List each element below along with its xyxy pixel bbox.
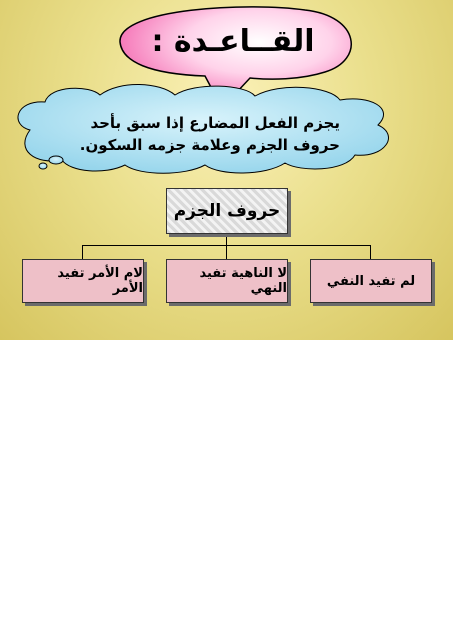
connector-line-child-1 — [370, 245, 371, 259]
title-heading: القــاعـدة : — [151, 23, 315, 59]
connector-line-child-2 — [226, 245, 227, 259]
cloud-puff-small — [39, 163, 47, 169]
root-connector-line — [226, 233, 227, 245]
diagram-child-la-nahiya: لا الناهية تفيد النهي — [166, 259, 288, 303]
cloud-puff-large — [49, 156, 63, 164]
diagram-root-box: حروف الجزم — [166, 188, 288, 234]
diagram-child-lam-amr: لام الأمر تفيد الأمر — [22, 259, 144, 303]
connector-line-child-3 — [82, 245, 83, 259]
rule-text: يجزم الفعل المضارع إذا سبق بأحد حروف الجزم وعلامة جزمه السكون. — [79, 114, 340, 154]
diagram-child-lam: لم تفيد النفي — [310, 259, 432, 303]
